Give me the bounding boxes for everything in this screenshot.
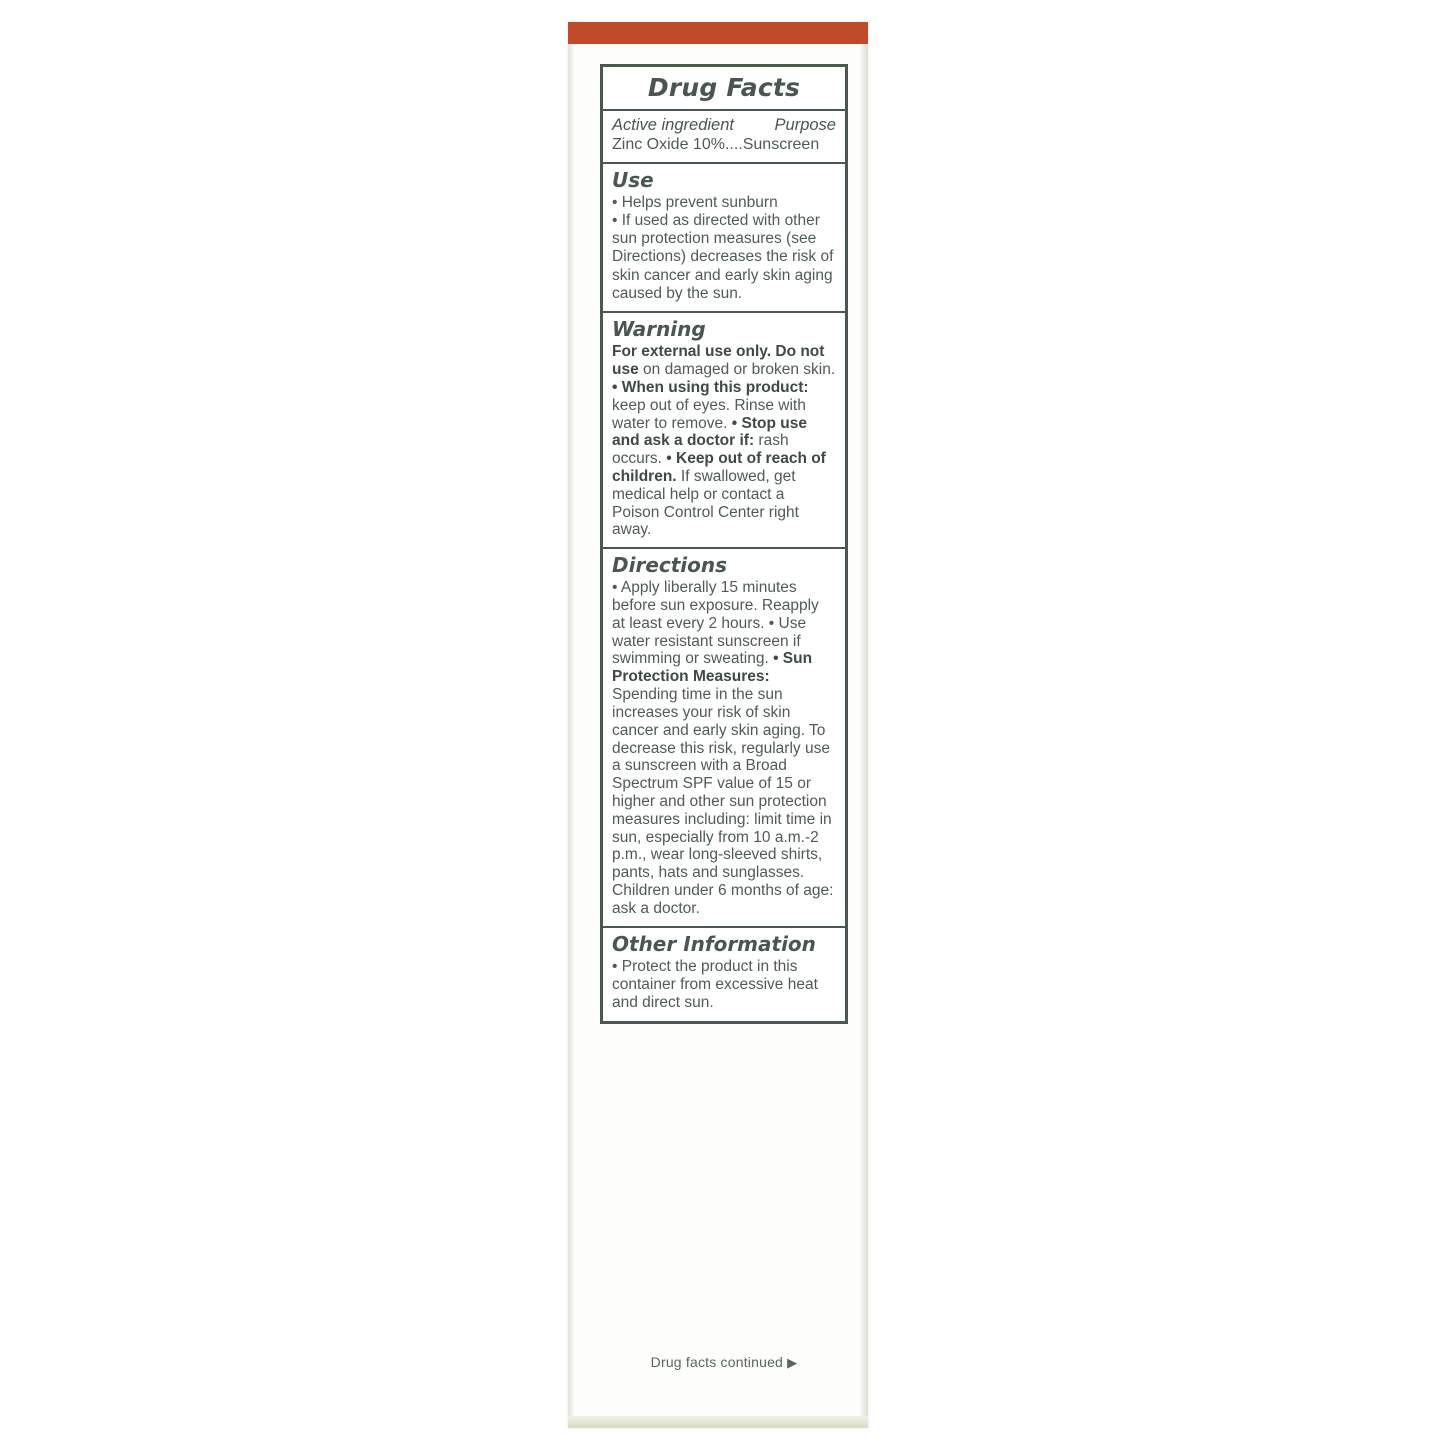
- purpose-label: Purpose: [774, 116, 836, 134]
- directions-bold-2: • Sun Protection Measures:: [612, 650, 813, 686]
- drug-facts-continued-label: Drug facts continued: [650, 1354, 784, 1370]
- other-information-section: [603, 928, 845, 1021]
- directions-text-1: • Apply liberally 15 minutes before sun exposure. Reapply at least every 2 hours. • Use water resistant sunscreen if swimming or sweating.: [612, 579, 819, 668]
- warning-bold-2: • When using this product:: [612, 378, 809, 396]
- directions-heading: Directions: [612, 553, 728, 578]
- other-information-bullet: • Protect the product in this container from excessive heat and direct sun.: [612, 957, 818, 1012]
- warning-rest-2: keep out of eyes. Rinse with water to remove.: [612, 396, 806, 432]
- other-information-heading: Other Information: [612, 931, 816, 956]
- continued-arrow-icon: ▶: [787, 1355, 798, 1370]
- active-ingredient-headers: [612, 116, 836, 135]
- use-heading: Use: [612, 167, 654, 192]
- warning-text: [612, 343, 836, 539]
- active-ingredient-section: [603, 111, 845, 164]
- page-title: Drug Facts: [647, 73, 801, 102]
- warning-bold-1: For external use only. Do not use: [612, 343, 825, 379]
- product-carton: [568, 22, 868, 1428]
- warning-section: [603, 313, 845, 549]
- directions-text: [612, 579, 836, 917]
- warning-bold-4: • Keep out of reach of children.: [612, 450, 826, 485]
- drug-facts-continued: [600, 1340, 848, 1377]
- warning-heading: Warning: [612, 317, 706, 342]
- warning-bold-3: • Stop use and ask a doctor if:: [612, 414, 807, 450]
- warning-rest-3: rash occurs.: [612, 432, 789, 468]
- directions-text-3: Spending time in the sun increases your risk of skin cancer and early skin aging. To decrease this risk, regularly use a sunscreen with a Broad Spectrum SPF value of 15 or higher and other sun protection measures including: limit time in sun, especially from 10 a.m.-2 p.m., wear long-sleeved shirts, pants, hats and sunglasses. Children under 6 months of age: ask a doctor.: [612, 686, 834, 917]
- drug-facts-title-section: [603, 67, 845, 111]
- carton-bottom-color-band: [568, 1416, 868, 1428]
- carton-right-edge: [859, 44, 868, 1428]
- drug-facts-panel: [600, 64, 848, 1024]
- directions-section: [603, 549, 845, 927]
- warning-rest-1: on damaged or broken skin.: [638, 361, 836, 379]
- use-bullet: • Helps prevent sunburn: [612, 193, 778, 211]
- use-section: [603, 164, 845, 314]
- carton-top-color-band: [568, 22, 868, 44]
- active-ingredient-label: Active ingredient: [612, 116, 734, 134]
- warning-rest-4: If swallowed, get medical help or contact a Poison Control Center right away.: [612, 467, 799, 539]
- active-ingredient-value: Zinc Oxide 10%....Sunscreen: [612, 136, 820, 153]
- use-bullet: • If used as directed with other sun protection measures (see Directions) decreases the risk of skin cancer and early skin aging caused by the sun.: [612, 211, 834, 302]
- carton-left-edge: [568, 44, 575, 1428]
